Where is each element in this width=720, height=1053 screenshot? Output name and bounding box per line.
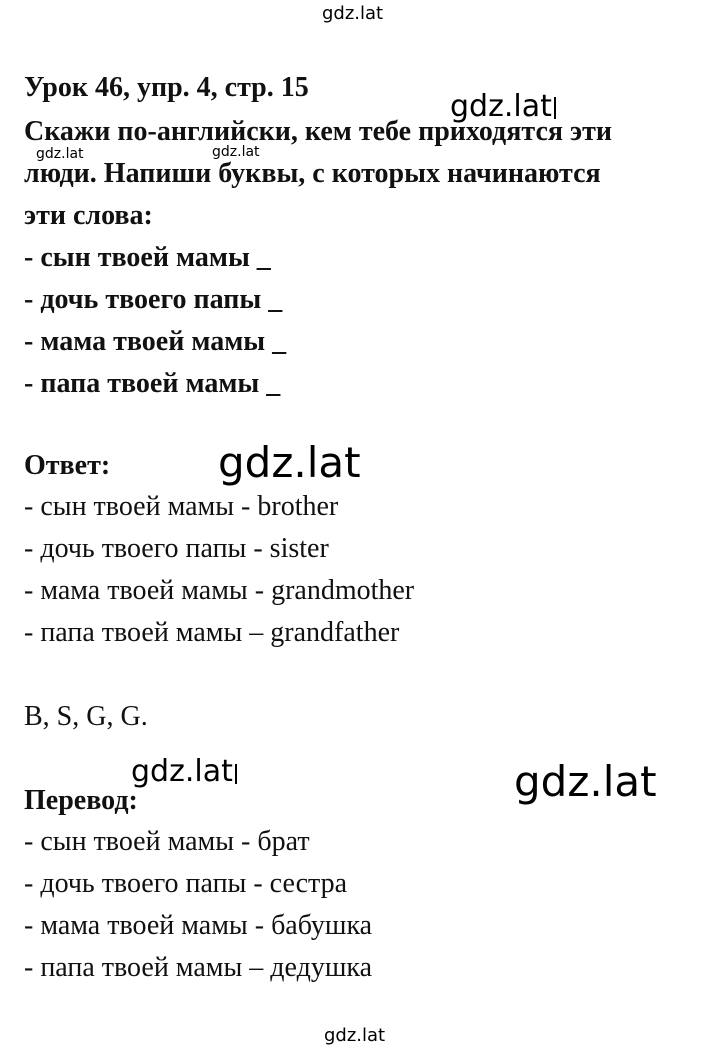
watermark-translation-left [131, 754, 237, 789]
task-item: - папа твоей мамы _ [24, 368, 281, 399]
task-instruction-line: эти слова: [24, 200, 153, 231]
task-instruction-line: люди. Напиши буквы, с которых начинаются [24, 158, 601, 189]
answer-item: - мама твоей мамы - grandmother [24, 575, 415, 606]
watermark-answer: gdz.lat [218, 438, 361, 487]
answer-item: - дочь твоего папы - sister [24, 533, 329, 564]
watermark-title-right-text: gdz.lat [450, 89, 552, 124]
task-heading: Урок 46, упр. 4, стр. 15 [24, 72, 309, 103]
task-instruction-line: Скажи по-английски, кем тебе приходятся эти [24, 116, 613, 147]
watermark-translation-left-text: gdz.lat [131, 754, 233, 789]
translation-label: Перевод: [24, 785, 138, 816]
translation-item: - папа твоей мамы – дедушка [24, 952, 373, 983]
answer-label: Ответ: [24, 450, 111, 481]
task-item: - дочь твоего папы _ [24, 284, 283, 315]
translation-item: - дочь твоего папы - сестра [24, 868, 348, 899]
translation-item: - сын твоей мамы - брат [24, 826, 310, 857]
answer-item: - папа твоей мамы – grandfather [24, 617, 400, 648]
translation-item: - мама твоей мамы - бабушка [24, 910, 373, 941]
watermark-top: gdz.lat [322, 3, 384, 24]
watermark-tiny-mid: gdz.lat [212, 144, 260, 160]
answer-letters: B, S, G, G. [24, 701, 148, 732]
task-item: - сын твоей мамы _ [24, 242, 271, 273]
answer-item: - сын твоей мамы - brother [24, 491, 339, 522]
watermark-tiny-left: gdz.lat [36, 146, 84, 162]
watermark-bottom: gdz.lat [324, 1025, 386, 1046]
task-item: - мама твоей мамы _ [24, 326, 287, 357]
watermark-bar [235, 764, 237, 784]
watermark-translation-right: gdz.lat [514, 757, 657, 806]
